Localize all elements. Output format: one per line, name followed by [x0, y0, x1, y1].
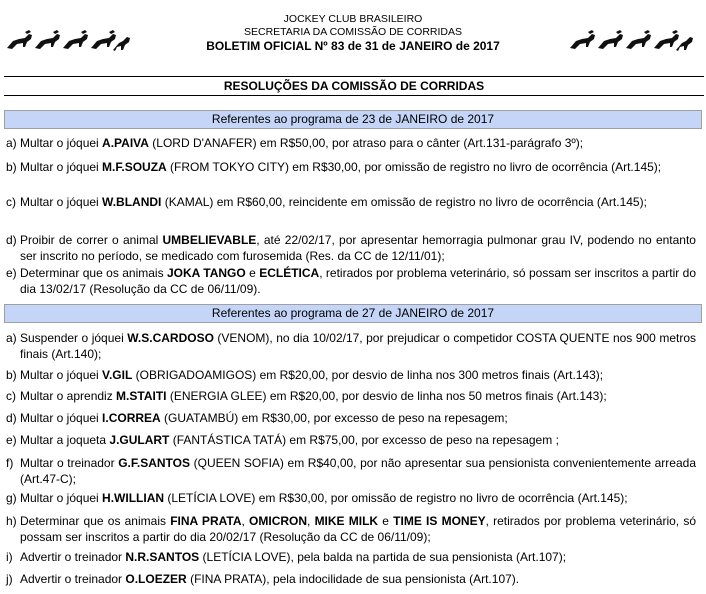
bulletin-header	[0, 0, 706, 66]
item-marker: e)	[6, 266, 17, 280]
item-name: W.S.CARDOSO	[127, 331, 214, 345]
item-name: TIME IS MONEY	[393, 514, 486, 528]
list-item	[6, 368, 696, 384]
club-name: JOCKEY CLUB BRASILEIRO	[283, 13, 423, 25]
racing-horses-icon	[568, 26, 696, 54]
item-text: e	[378, 514, 394, 528]
list-item	[6, 331, 696, 362]
list-item	[6, 266, 696, 297]
item-name: ECLÉTICA	[259, 266, 320, 280]
list-item	[6, 572, 696, 588]
item-marker: b)	[6, 160, 17, 174]
section-title: RESOLUÇÕES DA COMISSÃO DE CORRIDAS	[4, 76, 704, 96]
item-text: (FROM TOKYO CITY) em R$30,00, por omissão de registro no livro de ocorrência (Art.145);	[166, 160, 662, 174]
item-name: H.WILLIAN	[102, 491, 165, 505]
item-text: Multar o aprendiz	[20, 389, 117, 403]
item-name: FINA PRATA	[170, 514, 242, 528]
list-item	[6, 456, 696, 487]
item-name: I.CORREA	[102, 411, 161, 425]
item-text: Advertir o treinador	[20, 550, 126, 564]
list-item	[6, 411, 696, 427]
item-text: (GUATAMBÚ) em R$30,00, por excesso de peso na repesagem;	[160, 411, 508, 425]
program-1-title: Referentes ao programa de 23 de JANEIRO de 2017	[4, 110, 702, 129]
item-marker: g)	[6, 491, 17, 505]
item-text: (OBRIGADOAMIGOS) em R$20,00, por desvio de linha nos 300 metros finais (Art.143);	[132, 368, 604, 382]
item-name: W.BLANDI	[102, 195, 162, 209]
item-text: Determinar que os animais	[20, 266, 167, 280]
item-name: J.GULART	[109, 433, 170, 447]
item-text: Multar o jóquei	[20, 195, 103, 209]
program-2-title: Referentes ao programa de 27 de JANEIRO de 2017	[4, 304, 702, 323]
item-name: G.F.SANTOS	[118, 456, 191, 470]
item-text: (KAMAL) em R$60,00, reincidente em omissão de registro no livro de ocorrência (Art.145);	[161, 195, 647, 209]
item-text: Multar o jóquei	[20, 160, 103, 174]
item-text: Multar o jóquei	[20, 491, 103, 505]
item-text: Multar o jóquei	[20, 136, 103, 150]
item-name: M.F.SOUZA	[102, 160, 167, 174]
item-name: A.PAIVA	[102, 136, 149, 150]
item-marker: b)	[6, 368, 17, 382]
item-text: Multar o treinador	[20, 456, 119, 470]
list-item	[6, 433, 696, 449]
item-text: Determinar que os animais	[20, 514, 171, 528]
item-marker: c)	[6, 195, 16, 209]
list-item	[6, 233, 696, 264]
item-text: ,	[307, 514, 315, 528]
item-marker: h)	[6, 514, 17, 528]
item-text: Multar o jóquei	[20, 368, 103, 382]
list-item	[6, 389, 696, 405]
item-name: O.LOEZER	[125, 572, 187, 586]
racing-horses-icon	[5, 26, 133, 54]
item-name: M.STAITI	[116, 389, 167, 403]
list-item	[6, 491, 696, 507]
item-text: (LETÍCIA LOVE) em R$30,00, por omissão de registro no livro de ocorrência (Art.145);	[164, 491, 628, 505]
item-text: Proibir de correr o animal	[20, 233, 163, 247]
item-marker: f)	[6, 456, 14, 470]
item-text: , retirados por problema veterinário, só possam ser inscritos a partir do dia 20/02/17 (Resolução da CC de 06/11/09);	[20, 514, 696, 544]
item-text: Advertir o treinador	[20, 572, 126, 586]
item-text: (VENOM), no dia 10/02/17, por prejudicar o competidor COSTA QUENTE nos 900 metros finais (Art.140);	[20, 331, 696, 361]
item-name: V.GIL	[102, 368, 133, 382]
item-text: Multar o jóquei	[20, 411, 103, 425]
list-item	[6, 550, 696, 566]
item-marker: e)	[6, 433, 17, 447]
item-marker: a)	[6, 331, 17, 345]
item-text: Multar a joqueta	[20, 433, 110, 447]
item-name: N.R.SANTOS	[125, 550, 200, 564]
item-marker: a)	[6, 136, 17, 150]
item-text: , até 22/02/17, por apresentar hemorragia pulmonar grau IV, podendo no entanto ser inscrito no período, se medicado com furosemida (Res. da CC de 12/11/01);	[20, 233, 696, 263]
item-marker: c)	[6, 389, 16, 403]
list-item	[6, 160, 696, 176]
item-text: , retirados por problema veterinário, só possam ser inscritos a partir do dia 13/02/17 (Resolução da CC de 06/11/09).	[20, 266, 697, 296]
item-text: (LETÍCIA LOVE), pela balda na partida de sua pensionista (Art.107);	[199, 550, 567, 564]
item-marker: d)	[6, 411, 17, 425]
item-text: Suspender o jóquei	[20, 331, 128, 345]
item-text: (FINA PRATA), pela indocilidade de sua pensionista (Art.107).	[186, 572, 520, 586]
list-item	[6, 514, 696, 545]
item-marker: d)	[6, 233, 17, 247]
item-name: MIKE MILK	[314, 514, 379, 528]
item-text: ,	[241, 514, 250, 528]
item-text: (ENERGIA GLEE) em R$20,00, por desvio de linha nos 50 metros finais (Art.143);	[166, 389, 607, 403]
item-text: (FANTÁSTICA TATÁ) em R$75,00, por excesso de peso na repesagem ;	[169, 433, 559, 447]
item-text: (QUEEN SOFIA) em R$40,00, por não apresentar sua pensionista convenientemente arreada (Art.47-C);	[20, 456, 696, 486]
list-item	[6, 136, 696, 152]
item-marker: i)	[6, 550, 13, 564]
item-text: (LORD D'ANAFER) em R$50,00, por atraso para o cânter (Art.131-parágrafo 3º);	[148, 136, 584, 150]
secretariat-name: SECRETARIA DA COMISSÃO DE CORRIDAS	[243, 26, 462, 38]
item-name: JOKA TANGO	[166, 266, 246, 280]
list-item	[6, 195, 696, 211]
item-text: e	[245, 266, 260, 280]
item-marker: j)	[6, 572, 13, 586]
item-name: OMICRON	[249, 514, 308, 528]
bulletin-title: BOLETIM OFICIAL Nº 83 de 31 de JANEIRO de 2017	[206, 39, 500, 53]
item-name: UMBELIEVABLE	[162, 233, 257, 247]
